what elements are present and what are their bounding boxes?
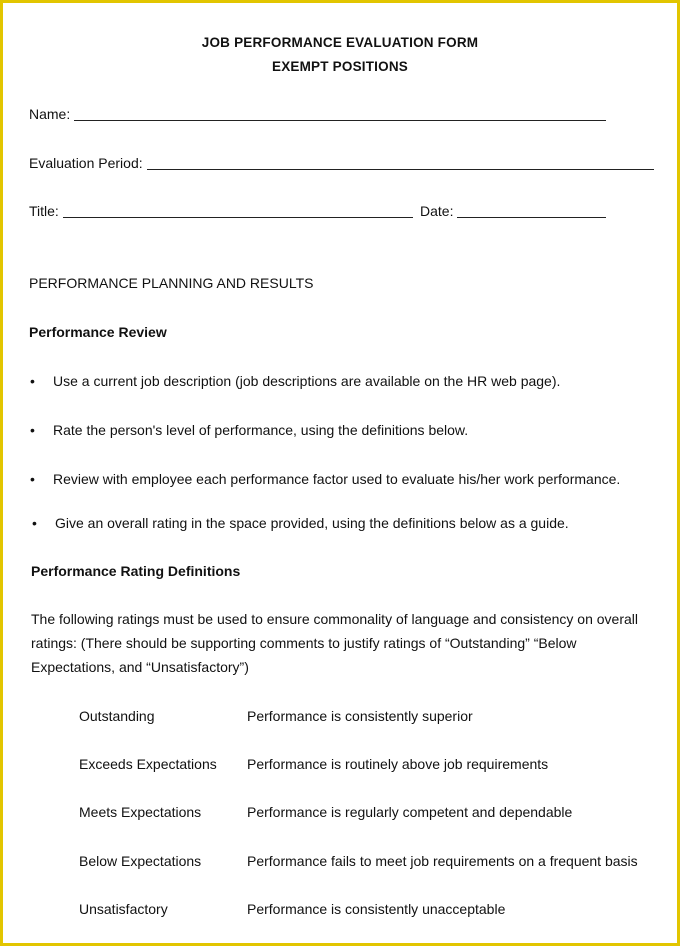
bullet-marker: • <box>30 373 35 389</box>
rating-definitions-intro: The following ratings must be used to ensure commonality of language and consistency on overall ratings: (There should be supporting comments to justify ratings of “Outstanding” “Below Expectations, and “Unsatisfactory”) <box>31 611 639 675</box>
rating-name: Meets Expectations <box>79 804 202 820</box>
bullet-marker: • <box>30 422 35 438</box>
bullet-marker: • <box>32 515 37 531</box>
title-label: Title: <box>29 203 59 219</box>
form-title: JOB PERFORMANCE EVALUATION FORM <box>201 35 479 50</box>
name-label: Name: <box>29 106 71 122</box>
evaluation-period-label: Evaluation Period: <box>29 155 143 171</box>
title-field-line[interactable] <box>63 217 413 218</box>
section-heading: PERFORMANCE PLANNING AND RESULTS <box>29 275 314 291</box>
form-subtitle: EXEMPT POSITIONS <box>272 59 408 74</box>
bullet-marker: • <box>30 471 35 487</box>
rating-name: Outstanding <box>79 708 155 724</box>
list-item: Review with employee each performance factor used to evaluate his/her work performance. <box>53 471 621 487</box>
evaluation-period-field-line[interactable] <box>147 169 654 170</box>
list-item: Rate the person's level of performance, using the definitions below. <box>53 422 469 438</box>
rating-description: Performance is consistently unacceptable <box>247 901 506 917</box>
list-item: Give an overall rating in the space provided, using the definitions below as a guide. <box>55 515 569 531</box>
name-field-line[interactable] <box>74 120 606 121</box>
rating-description: Performance is routinely above job requirements <box>247 756 549 772</box>
rating-description: Performance is regularly competent and dependable <box>247 804 573 820</box>
rating-definitions-heading: Performance Rating Definitions <box>31 563 241 579</box>
rating-description: Performance is consistently superior <box>247 708 473 724</box>
date-label: Date: <box>420 203 454 219</box>
performance-review-heading: Performance Review <box>29 324 167 340</box>
rating-name: Exceeds Expectations <box>79 756 217 772</box>
rating-name: Below Expectations <box>79 853 202 869</box>
list-item: Use a current job description (job descriptions are available on the HR web page). <box>53 373 561 389</box>
rating-name: Unsatisfactory <box>79 901 168 917</box>
date-field-line[interactable] <box>457 217 606 218</box>
rating-description: Performance fails to meet job requirements on a frequent basis <box>247 853 638 869</box>
